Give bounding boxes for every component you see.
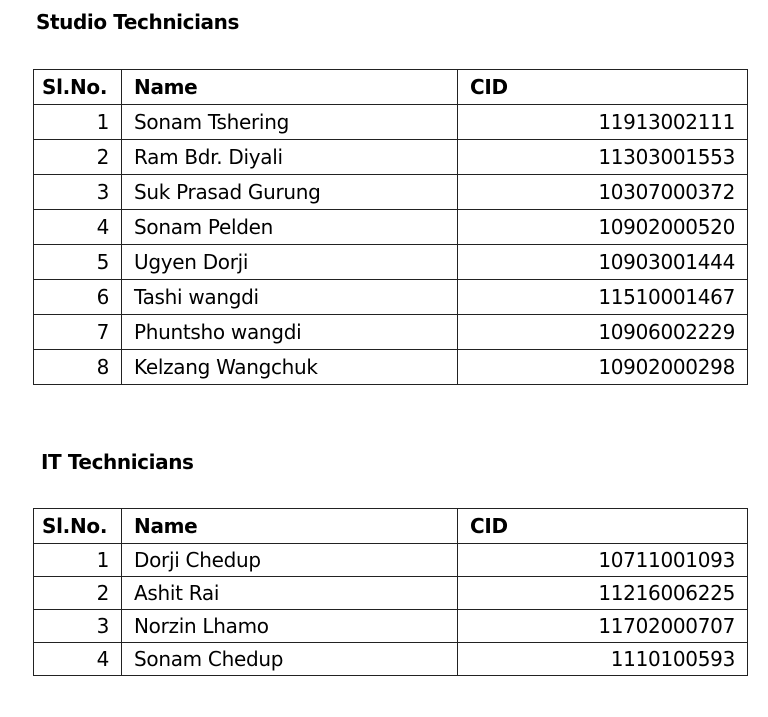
column-header-name: Name (122, 70, 458, 105)
name-cell: Ashit Rai (122, 577, 458, 610)
cid-cell: 10902000298 (458, 350, 748, 385)
sl-no-cell: 8 (34, 350, 122, 385)
table-row (34, 610, 748, 643)
name-cell: Dorji Chedup (122, 544, 458, 577)
studio-technicians-table (33, 69, 748, 385)
table-header (34, 70, 748, 105)
table-row (34, 350, 748, 385)
sl-no-cell: 2 (34, 140, 122, 175)
sl-no-cell: 6 (34, 280, 122, 315)
sl-no-cell: 7 (34, 315, 122, 350)
column-header-name: Name (122, 509, 458, 544)
cid-cell: 11702000707 (458, 610, 748, 643)
column-header-sl-no: Sl.No. (34, 509, 122, 544)
it-technicians-title: IT Technicians (41, 450, 194, 474)
table-row (34, 280, 748, 315)
name-cell: Ugyen Dorji (122, 245, 458, 280)
sl-no-cell: 4 (34, 210, 122, 245)
cid-cell: 10906002229 (458, 315, 748, 350)
sl-no-cell: 4 (34, 643, 122, 676)
name-cell: Tashi wangdi (122, 280, 458, 315)
name-cell: Kelzang Wangchuk (122, 350, 458, 385)
sl-no-cell: 1 (34, 105, 122, 140)
cid-cell: 11303001553 (458, 140, 748, 175)
name-cell: Sonam Pelden (122, 210, 458, 245)
name-cell: Suk Prasad Gurung (122, 175, 458, 210)
table-row (34, 210, 748, 245)
studio-technicians-title: Studio Technicians (36, 10, 239, 34)
table-row (34, 140, 748, 175)
cid-cell: 11510001467 (458, 280, 748, 315)
cid-cell: 1110100593 (458, 643, 748, 676)
table-header (34, 509, 748, 544)
header-row (34, 70, 748, 105)
header-row (34, 509, 748, 544)
column-header-cid: CID (458, 509, 748, 544)
cid-cell: 10902000520 (458, 210, 748, 245)
column-header-cid: CID (458, 70, 748, 105)
name-cell: Ram Bdr. Diyali (122, 140, 458, 175)
name-cell: Norzin Lhamo (122, 610, 458, 643)
sl-no-cell: 5 (34, 245, 122, 280)
table-row (34, 544, 748, 577)
sl-no-cell: 3 (34, 610, 122, 643)
it-technicians-table (33, 508, 748, 676)
name-cell: Sonam Chedup (122, 643, 458, 676)
name-cell: Phuntsho wangdi (122, 315, 458, 350)
table-row (34, 245, 748, 280)
table-body (34, 544, 748, 676)
table-row (34, 175, 748, 210)
sl-no-cell: 1 (34, 544, 122, 577)
cid-cell: 11913002111 (458, 105, 748, 140)
sl-no-cell: 2 (34, 577, 122, 610)
cid-cell: 11216006225 (458, 577, 748, 610)
table-row (34, 643, 748, 676)
name-cell: Sonam Tshering (122, 105, 458, 140)
table-body (34, 105, 748, 385)
cid-cell: 10307000372 (458, 175, 748, 210)
sl-no-cell: 3 (34, 175, 122, 210)
cid-cell: 10711001093 (458, 544, 748, 577)
table-row (34, 577, 748, 610)
cid-cell: 10903001444 (458, 245, 748, 280)
table-row (34, 105, 748, 140)
column-header-sl-no: Sl.No. (34, 70, 122, 105)
table-row (34, 315, 748, 350)
